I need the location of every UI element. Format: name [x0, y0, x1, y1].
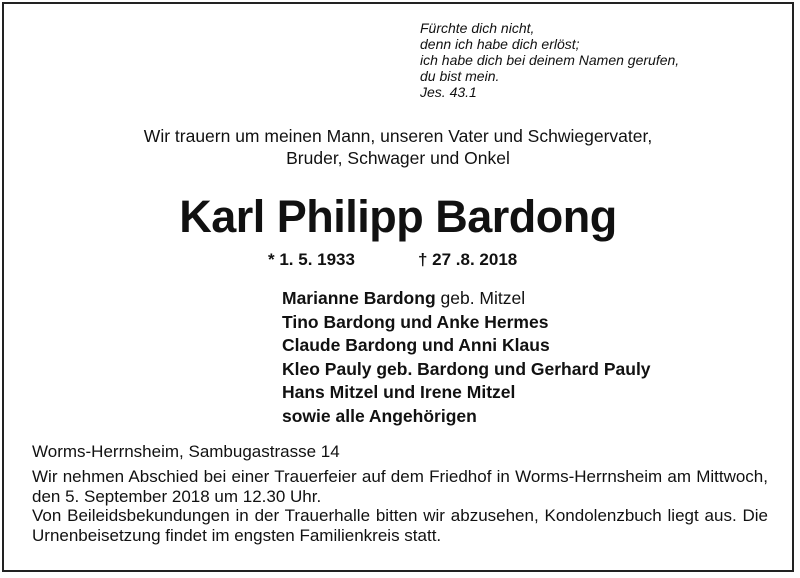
- ceremony-paragraph: Wir nehmen Abschied bei einer Trauerfeier auf dem Friedhof in Worms-Herrnsheim am Mittwoch, den 5. September 2018 um 12.30 Uhr.: [32, 467, 768, 506]
- mourner-row: [282, 405, 651, 429]
- condolence-paragraph: Von Beileidsbekundungen in der Trauerhalle bitten wir abzusehen, Kondolenzbuch liegt aus. Die Urnenbeisetzung findet im engsten Familienkreis statt.: [32, 506, 768, 545]
- mourner-name: Claude Bardong und Anni Klaus: [282, 335, 550, 355]
- mourner-name: Hans Mitzel und Irene Mitzel: [282, 382, 516, 402]
- family-address: Worms-Herrnsheim, Sambugastrasse 14: [32, 442, 340, 461]
- verse-line: Fürchte dich nicht,: [420, 20, 535, 36]
- death-date: † 27 .8. 2018: [418, 250, 518, 269]
- ceremony-notice: [32, 467, 768, 545]
- mourner-name: sowie alle Angehörigen: [282, 405, 477, 426]
- intro-line: Wir trauern um meinen Mann, unseren Vater und Schwiegervater,: [143, 126, 653, 146]
- mourner-row: [282, 311, 651, 335]
- verse-line: denn ich habe dich erlöst;: [420, 36, 580, 52]
- mourning-intro: [0, 125, 796, 169]
- mourner-maiden-name: geb. Mitzel: [435, 288, 526, 308]
- verse-reference: Jes. 43.1: [420, 84, 477, 100]
- mourner-row: [282, 381, 651, 405]
- mourners-list: [282, 287, 651, 428]
- mourner-row: [282, 334, 651, 358]
- mourner-row: [282, 287, 651, 311]
- mourner-name: Marianne Bardong: [282, 288, 436, 308]
- verse-line: ich habe dich bei deinem Namen gerufen,: [420, 52, 680, 68]
- intro-line: Bruder, Schwager und Onkel: [286, 148, 510, 168]
- birth-date: * 1. 5. 1933: [268, 250, 355, 269]
- bible-verse: [420, 20, 780, 100]
- verse-line: du bist mein.: [420, 68, 500, 84]
- deceased-name: Karl Philipp Bardong: [179, 191, 617, 242]
- mourner-name: Tino Bardong und Anke Hermes: [282, 311, 549, 332]
- mourner-row: [282, 358, 651, 382]
- mourner-name: Kleo Pauly geb. Bardong und Gerhard Pauly: [282, 358, 651, 379]
